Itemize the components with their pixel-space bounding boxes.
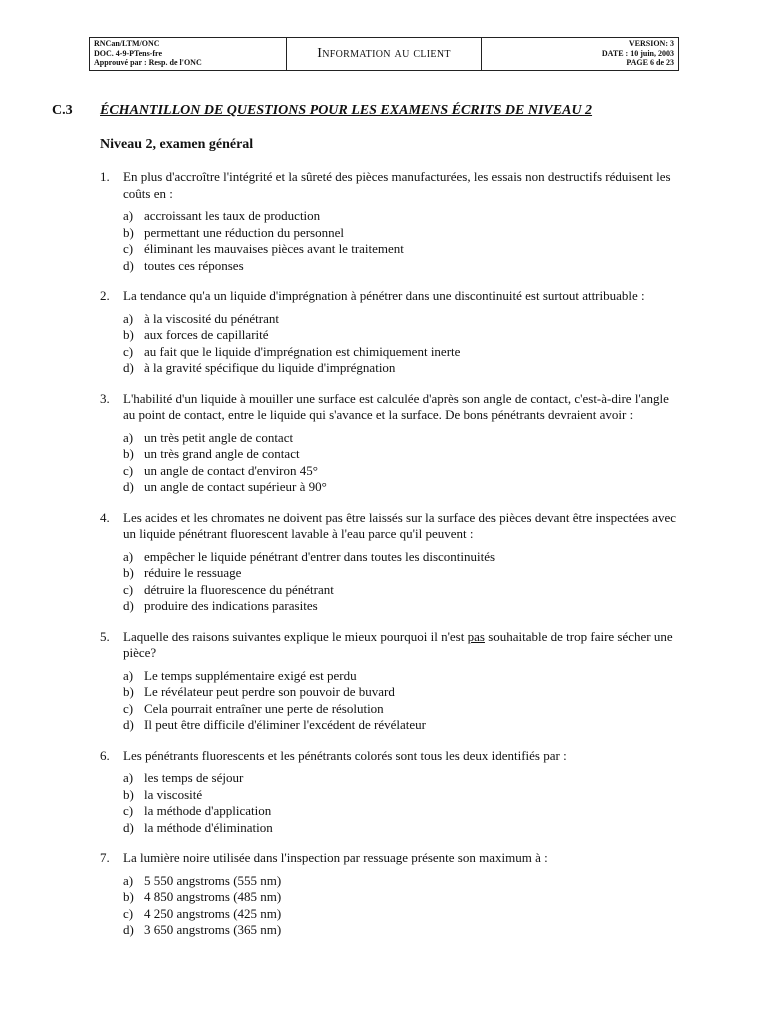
option-text: les temps de séjour	[144, 770, 244, 785]
answer-option	[123, 344, 680, 361]
answer-option	[123, 463, 680, 480]
page-subtitle: Niveau 2, examen général	[100, 137, 254, 152]
option-text: 4 850 angstroms (485 nm)	[144, 889, 282, 904]
header-approved-by: Approuvé par : Resp. de l'ONC	[94, 58, 202, 67]
question-text: Les pénétrants fluorescents et les pénétrants colorés sont tous les deux identifiés par :	[123, 747, 567, 763]
question-text-part: souhaitable de trop faire sécher une pièce?	[123, 628, 673, 660]
option-text: accroissant les taux de production	[144, 208, 321, 223]
question-text: La lumière noire utilisée dans l'inspection par ressuage présente son maximum à :	[123, 850, 548, 865]
option-text: aux forces de capillarité	[144, 327, 269, 342]
answer-option	[123, 922, 680, 939]
option-letter: c)	[123, 905, 134, 921]
answer-option	[123, 208, 680, 225]
option-text: toutes ces réponses	[144, 257, 244, 273]
question-number: 5.	[100, 628, 110, 644]
option-letter: c)	[123, 803, 134, 818]
header-org: RNCan/LTM/ONC	[94, 39, 160, 48]
option-letter: a)	[123, 667, 134, 683]
question-number: 6.	[100, 747, 110, 763]
option-text: un très petit angle de contact	[144, 429, 294, 445]
option-text: la viscosité	[144, 786, 203, 802]
answer-option	[123, 668, 680, 685]
option-letter: b)	[123, 889, 134, 904]
option-text: Il peut être difficile d'éliminer l'excédent de révélateur	[144, 717, 427, 732]
header-version: VERSION: 3	[628, 39, 674, 48]
option-text: éliminant les mauvaises pièces avant le traitement	[144, 241, 404, 256]
option-letter: c)	[123, 700, 134, 716]
option-letter: a)	[123, 208, 134, 223]
answer-options	[100, 311, 680, 377]
option-letter: b)	[123, 565, 134, 580]
section-number: C.3	[52, 103, 73, 118]
option-letter: d)	[123, 717, 134, 732]
answer-options	[100, 549, 680, 615]
question-number: 4.	[100, 509, 110, 525]
option-letter: d)	[123, 479, 134, 494]
answer-options	[100, 770, 680, 836]
question-text: En plus d'accroître l'intégrité et la sûreté des pièces manufacturées, les essais non destructifs réduisent les coûts en :	[123, 169, 671, 201]
option-letter: d)	[123, 598, 134, 613]
answer-options	[100, 873, 680, 939]
answer-option	[123, 258, 680, 275]
option-text: un angle de contact d'environ 45°	[144, 462, 318, 478]
question-5	[100, 629, 680, 734]
option-text: un très grand angle de contact	[144, 446, 300, 461]
answer-option	[123, 684, 680, 701]
option-letter: c)	[123, 241, 134, 256]
option-letter: b)	[123, 327, 134, 342]
option-letter: d)	[123, 922, 134, 937]
option-letter: b)	[123, 446, 134, 461]
underlined-word: pas	[467, 628, 485, 644]
question-number: 3.	[100, 390, 110, 406]
answer-option	[123, 598, 680, 615]
option-text: à la gravité spécifique du liquide d'imprégnation	[144, 360, 396, 375]
option-text: 4 250 angstroms (425 nm)	[144, 905, 282, 921]
section-title: ÉCHANTILLON DE QUESTIONS POUR LES EXAMENS ÉCRITS DE NIVEAU 2	[100, 103, 593, 118]
question-text: Les acides et les chromates ne doivent pas être laissés sur la surface des pièces devant être inspectées avec un liquide pénétrant fluorescent lavable à l'eau parce qu'il peuvent :	[123, 509, 676, 541]
answer-options	[100, 668, 680, 734]
option-letter: a)	[123, 429, 134, 445]
question-2	[100, 288, 680, 377]
option-text: produire des indications parasites	[144, 598, 318, 613]
answer-option	[123, 717, 680, 734]
option-text: 3 650 angstroms (365 nm)	[144, 922, 282, 937]
answer-option	[123, 225, 680, 242]
answer-option	[123, 906, 680, 923]
question-text: L'habilité d'un liquide à mouiller une surface est calculée d'après son angle de contact, c'est-à-dire l'angle au point de contact, entre le liquide qui s'avance et la surface. De bons pénétrants devraient avoir :	[123, 390, 669, 422]
option-text: empêcher le liquide pénétrant d'entrer dans toutes les discontinuités	[144, 548, 496, 564]
option-text: Le révélateur peut perdre son pouvoir de buvard	[144, 684, 395, 699]
answer-option	[123, 770, 680, 787]
option-text: réduire le ressuage	[144, 565, 242, 580]
answer-option	[123, 803, 680, 820]
question-list	[100, 169, 680, 953]
header-title: Information au client	[317, 46, 451, 61]
header-page: PAGE 6 de 23	[626, 58, 674, 67]
option-letter: d)	[123, 360, 134, 375]
question-7	[100, 850, 680, 939]
option-letter: c)	[123, 462, 134, 478]
question-number: 2.	[100, 288, 110, 303]
answer-option	[123, 889, 680, 906]
question-1	[100, 169, 680, 274]
option-letter: b)	[123, 224, 134, 240]
answer-option	[123, 327, 680, 344]
document-header	[89, 37, 679, 71]
option-letter: c)	[123, 581, 134, 597]
option-text: Le temps supplémentaire exigé est perdu	[144, 667, 357, 683]
option-text: Cela pourrait entraîner une perte de résolution	[144, 700, 384, 716]
header-right-block	[482, 38, 678, 70]
answer-options	[100, 430, 680, 496]
option-text: 5 550 angstroms (555 nm)	[144, 872, 282, 888]
answer-option	[123, 787, 680, 804]
header-date: DATE : 10 juin, 2003	[601, 48, 674, 58]
option-letter: a)	[123, 770, 134, 785]
option-letter: b)	[123, 684, 134, 699]
option-text: permettant une réduction du personnel	[144, 224, 344, 240]
option-letter: b)	[123, 786, 134, 802]
answer-option	[123, 446, 680, 463]
answer-option	[123, 582, 680, 599]
answer-option	[123, 701, 680, 718]
answer-option	[123, 820, 680, 837]
answer-option	[123, 565, 680, 582]
option-text: à la viscosité du pénétrant	[144, 310, 280, 326]
question-3	[100, 391, 680, 496]
option-letter: d)	[123, 819, 134, 835]
question-4	[100, 510, 680, 615]
answer-options	[100, 208, 680, 274]
option-text: détruire la fluorescence du pénétrant	[144, 581, 334, 597]
section-heading	[52, 103, 592, 119]
option-letter: c)	[123, 343, 134, 359]
option-text: au fait que le liquide d'imprégnation est chimiquement inerte	[144, 343, 461, 359]
header-title-block	[287, 38, 482, 70]
header-doc-number: DOC. 4-9-PTens-fre	[94, 48, 162, 58]
header-left-block	[90, 38, 287, 70]
answer-option	[123, 549, 680, 566]
answer-option	[123, 360, 680, 377]
answer-option	[123, 873, 680, 890]
question-text	[123, 629, 680, 662]
answer-option	[123, 430, 680, 447]
answer-option	[123, 241, 680, 258]
option-letter: a)	[123, 548, 134, 564]
question-number: 7.	[100, 850, 110, 865]
option-letter: a)	[123, 310, 134, 326]
answer-option	[123, 311, 680, 328]
option-text: la méthode d'élimination	[144, 819, 273, 835]
answer-option	[123, 479, 680, 496]
option-text: un angle de contact supérieur à 90°	[144, 479, 327, 494]
question-text: La tendance qu'a un liquide d'imprégnation à pénétrer dans une discontinuité est surtout attribuable :	[123, 288, 645, 303]
question-text-part: Laquelle des raisons suivantes explique le mieux pourquoi il n'est	[123, 628, 468, 644]
question-6	[100, 748, 680, 837]
option-letter: a)	[123, 872, 134, 888]
option-letter: d)	[123, 257, 134, 273]
question-number: 1.	[100, 169, 110, 184]
option-text: la méthode d'application	[144, 803, 272, 818]
